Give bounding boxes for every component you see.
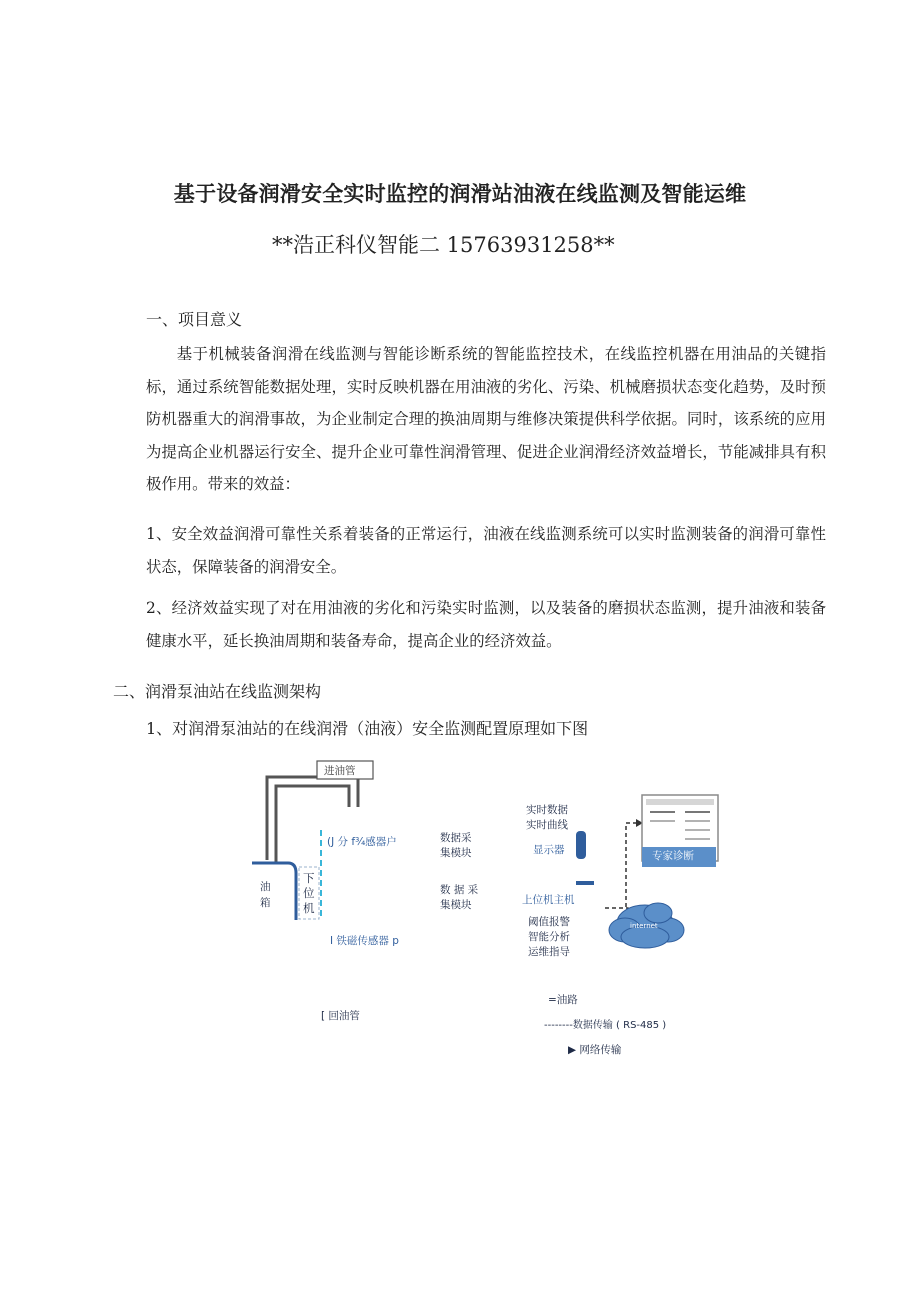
lower-machine-label: 下 位 机 [303,871,315,915]
architecture-diagram [240,755,740,1055]
host-icon [576,881,594,885]
ferromagnetic-sensor-label: I 铁磁传感器 p [330,935,399,947]
host-label: 上位机主机 [522,894,575,906]
functions-label: 阈值报警 智能分析 运维指导 [528,916,570,958]
benefit-item-1: 1、安全效益润滑可靠性关系着装备的正常运行，油液在线监测系统可以实时监测装备的润滑可靠性状态，保障装备的润滑安全。 [146,525,826,576]
benefit-item-2: 2、经济效益实现了对在用油液的劣化和污染实时监测，以及装备的磨损状态监测，提升油液和装备健康水平，延长换油周期和装备寿命，提高企业的经济效益。 [146,599,826,650]
internet-to-expert-arrow [626,823,636,907]
legend-oil-path: =油路 [548,994,578,1006]
legend-network-transfer: ▶ 网络传输 [568,1044,622,1055]
sensor-top-label: (J 分 f¾感器户 [327,836,397,848]
svg-text:internet: internet [630,922,658,930]
section-2-subheading: 1、对润滑泵油站的在线润滑（油液）安全监测配置原理如下图 [146,719,589,738]
oil-tank-label: 油 箱 [260,881,271,909]
section-1-heading: 一、项目意义 [146,310,243,329]
document-subtitle: **浩正科仪智能二 15763931258** [272,233,615,257]
data-module-2-label: 数 据 采 集模块 [440,884,479,911]
expert-diagnosis-label: 专家诊断 [652,850,694,862]
inlet-pipe [267,777,358,863]
section-2-heading: 二、润滑泵油站在线监测架构 [113,682,322,701]
display-icon [576,831,586,859]
diagram-graphics [240,755,740,1055]
inlet-pipe-label: 进油管 [324,765,356,777]
section-1-paragraph: 基于机械装备润滑在线监测与智能诊断系统的智能监控技术，在线监控机器在用油品的关键指标，通过系统智能数据处理，实时反映机器在用油液的劣化、污染、机械磨损状态变化趋势，及时预防机器重大的润滑事故，为企业制定合理的换油周期与维修决策提供科学依据。同时，该系统的应用为提高企业机器运行安全、提升企业可靠性润滑管理、促进企业润滑经济效益增长，节能减排具有积极作用。带来的效益： [146,345,826,494]
return-pipe-label: [ 回油管 [321,1010,360,1022]
display-label: 显示器 [533,844,565,856]
data-module-1-label: 数据采 集模块 [440,832,472,859]
legend-data-transfer: --------数据传输 ( RS-485 ) [544,1020,667,1031]
document-title: 基于设备润滑安全实时监控的润滑站油液在线监测及智能运维 [173,182,747,206]
oil-tank-outline [252,863,296,920]
realtime-data-label: 实时数据 实时曲线 [526,804,568,831]
